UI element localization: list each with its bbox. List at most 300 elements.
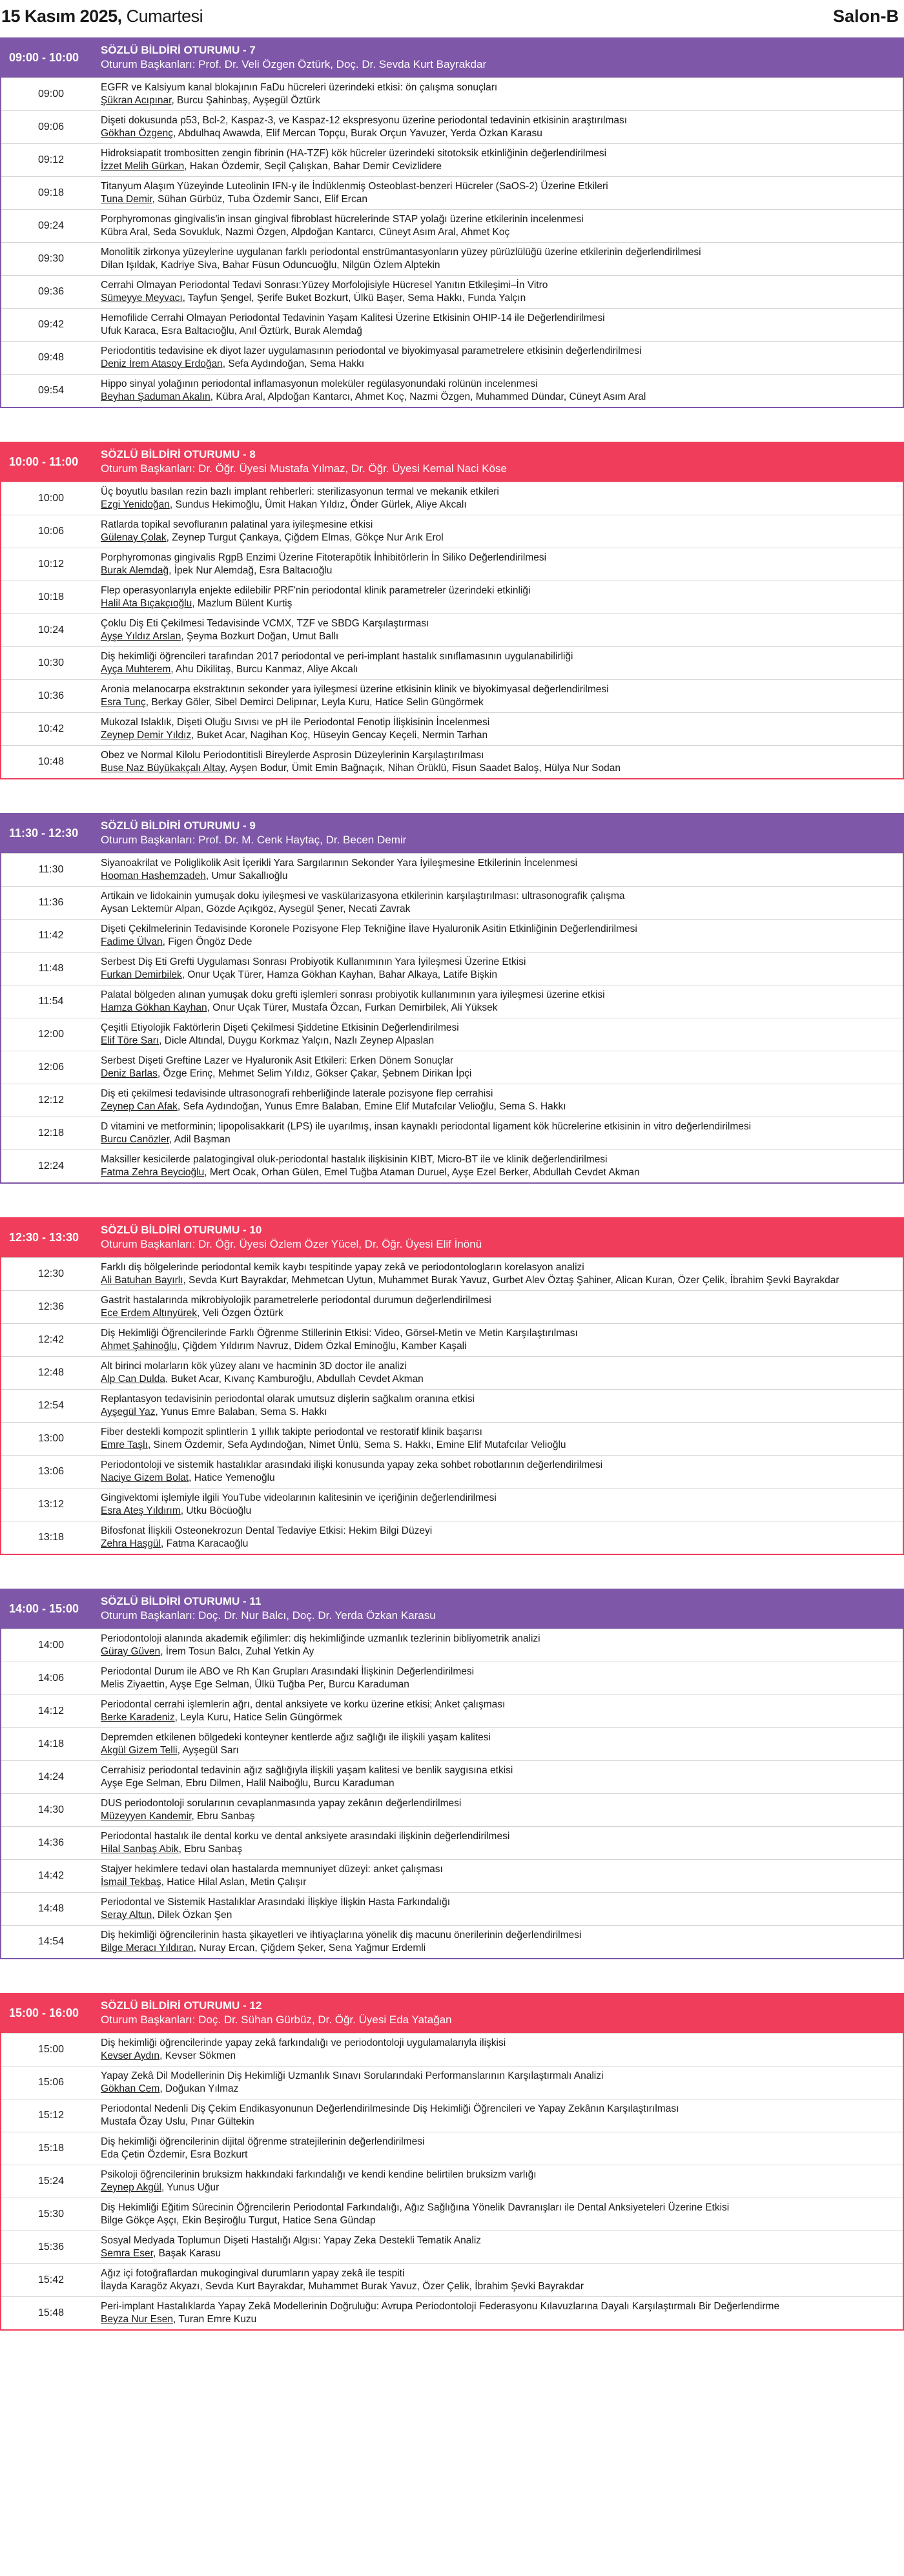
presentation-time: 15:30 [37, 2209, 65, 2220]
presenter-name: Halil Ata Bıçakçıoğlu [101, 598, 192, 609]
presenter-name: Burcu Canözler [101, 1134, 169, 1145]
presentation-row [1, 2198, 903, 2231]
presentation-title: Diş hekimliği öğrencileri tarafından 2017 periodontal ve peri-implant hastalık sınıflamasının uygulanabilirliği [101, 651, 573, 662]
presentation-body [97, 177, 903, 209]
coauthors: , Utku Böcüoğlu [180, 1505, 252, 1516]
session-block [0, 37, 904, 408]
presentation-body [97, 2198, 903, 2231]
presentation-title: Hidroksiapatit trombositten zengin fibrinin (HA-TZF) kök hücreler üzerindeki sitotoksik etkinliğinin değerlendirilmesi [101, 148, 607, 159]
presenter-name: Ahmet Şahinoğlu [101, 1341, 178, 1352]
presentation-body [97, 1629, 903, 1662]
presentation-body [97, 581, 903, 613]
presentation-title: Flep operasyonlarıyla enjekte edilebilir PRF'nin periodontal klinik parametreler üzerindeki etkinliği [101, 585, 531, 596]
presentation-body [97, 276, 903, 308]
coauthors: , Abdulhaq Awawda, Elif Mercan Topçu, Burak Orçun Yavuzer, Yerda Özkan Karasu [173, 128, 542, 139]
presenter-name: Ezgi Yenidoğan [101, 499, 170, 510]
presentation-time: 12:48 [37, 1367, 65, 1378]
presenter-name: Ayşe Yıldız Arslan [101, 631, 181, 642]
presentation-authors [101, 1373, 896, 1386]
date-text: 15 Kasım 2025, [1, 6, 122, 26]
presentation-body [97, 647, 903, 679]
presentation-title: Periodontal cerrahi işlemlerin ağrı, dental anksiyete ve korku üzerine etkisi; Anket çalışması [101, 1699, 506, 1710]
coauthors: , Figen Öngöz Dede [162, 936, 252, 947]
coauthors: , Veli Özgen Öztürk [197, 1308, 283, 1319]
session-chairs: Oturum Başkanları: Dr. Öğr. Üyesi Mustafa Yılmaz, Dr. Öğr. Üyesi Kemal Naci Köse [101, 462, 507, 475]
coauthors: , Burcu Şahinbaş, Ayşegül Öztürk [171, 95, 321, 106]
presentation-body [97, 920, 903, 952]
presenter-name: Zehra Haşgül [101, 1538, 161, 1549]
session-title: SÖZLÜ BİLDİRİ OTURUMU - 12 [101, 1999, 262, 2012]
presentation-row [1, 1149, 903, 1182]
presentation-title: Palatal bölgeden alınan yumuşak doku grefti işlemleri sonrası probiyotik kullanımının yara iyileşmesi üzerine etkisi [101, 989, 605, 1000]
presenter-name: İzzet Melih Gürkan [101, 161, 185, 172]
presenter-name: Zeynep Demir Yıldız [101, 730, 192, 741]
presentation-title: Cerrahi Olmayan Periodontal Tedavi Sonrası:Yüzey Morfolojisiyle Hücresel Yanıtın Etkileşimi–İn Vitro [101, 280, 548, 291]
coauthors: Kübra Aral, Seda Sovukluk, Nazmi Özgen, Alpdoğan Kantarcı, Cüneyt Asım Aral, Ahmet Koç [101, 227, 510, 238]
presentation-body [97, 1827, 903, 1859]
presentation-row [1, 853, 903, 886]
presentation-row [1, 1323, 903, 1356]
presenter-name: Fatma Zehra Beycioğlu [101, 1167, 205, 1178]
coauthors: , Mert Ocak, Orhan Gülen, Emel Tuğba Ataman Duruel, Ayşe Ezel Berker, Abdullah Cevdet Akman [204, 1167, 640, 1178]
presentation-time: 15:42 [37, 2274, 65, 2285]
presentation-authors [101, 1166, 896, 1179]
session-time: 11:30 - 12:30 [9, 826, 79, 840]
presentation-row [1, 275, 903, 308]
coauthors: , Özge Erinç, Mehmet Selim Yıldız, Gökser Çakar, Şebnem Dirikan İpçi [157, 1068, 472, 1079]
session-info [97, 1217, 903, 1257]
presentation-title: Replantasyon tedavisinin periodontal olarak umutsuz dişlerin sağkalım oranına etkisi [101, 1394, 475, 1405]
presentation-title: Cerrahisiz periodontal tedavinin ağız sağlığıyla ilişkili yaşam kalitesi ve benlik saygısına etkisi [101, 1765, 513, 1776]
coauthors: , Buket Acar, Nagihan Koç, Hüseyin Gencay Keçeli, Nermin Tarhan [191, 730, 488, 741]
presentation-row [1, 1084, 903, 1117]
presentation-body [97, 548, 903, 581]
presentation-time: 13:06 [37, 1466, 65, 1477]
presentation-time: 13:18 [37, 1532, 65, 1543]
presentation-title: Hippo sinyal yolağının periodontal inflamasyonun moleküler regülasyonundaki rolünün incelenmesi [101, 378, 538, 389]
presentation-body [97, 210, 903, 242]
presentation-authors [101, 358, 896, 371]
coauthors: , Yunus Emre Balaban, Sema S. Hakkı [155, 1406, 327, 1417]
presentation-title: Porphyromonas gingivalis'in insan gingival fibroblast hücrelerinde STAP yolağı üzerine etkilerinin incelenmesi [101, 214, 584, 225]
presentation-authors [101, 1876, 896, 1889]
presentation-row [1, 2165, 903, 2198]
session-info [97, 1993, 903, 2033]
presentation-authors [101, 1100, 896, 1113]
presentation-row [1, 482, 903, 515]
coauthors: , Sevda Kurt Bayrakdar, Mehmetcan Uytun, Muhammet Burak Yavuz, Gurbet Alev Öztaş Şahiner, Alican Kuran, Özer Çelik, İbrahim Şevki Bayrakdar [183, 1275, 839, 1286]
coauthors: , Başak Karasu [152, 2248, 221, 2259]
presentation-body [97, 1150, 903, 1182]
presentation-body [97, 985, 903, 1018]
coauthors: , Tayfun Şengel, Şerife Buket Bozkurt, Ülkü Başer, Sema Hakkı, Funda Yalçın [182, 293, 526, 304]
presentation-body [97, 1291, 903, 1323]
coauthors: Melis Ziyaettin, Ayşe Ege Selman, Ülkü Tuğba Per, Burcu Karaduman [101, 1679, 409, 1690]
presenter-name: Zeynep Akgül [101, 2182, 161, 2193]
presentation-row [1, 1892, 903, 1925]
coauthors: , Sefa Aydındoğan, Yunus Emre Balaban, Emine Elif Mutafcılar Velioğlu, Sema S. Hakkı [177, 1101, 566, 1112]
coauthors: Eda Çetin Özdemir, Esra Bozkurt [101, 2149, 248, 2160]
presentation-body [97, 482, 903, 515]
presentation-title: Serbest Dişeti Greftine Lazer ve Hyaluronik Asit Etkileri: Erken Dönem Sonuçlar [101, 1055, 454, 1066]
presentation-authors [101, 2313, 896, 2326]
presentation-time: 11:48 [38, 963, 64, 974]
presentation-title: Yapay Zekâ Dil Modellerinin Diş Hekimliği Uzmanlık Sınavı Sorularındaki Performanslarının Karşılaştırmalı Analizi [101, 2070, 604, 2081]
coauthors: Mustafa Özay Uslu, Pınar Gültekin [101, 2116, 254, 2127]
coauthors: , İpek Nur Alemdağ, Esra Baltacıoğlu [169, 565, 333, 576]
presentation-body [97, 1018, 903, 1051]
session-block [0, 1993, 904, 2331]
presentation-row [1, 515, 903, 548]
presenter-name: Gökhan Cem [101, 2083, 160, 2094]
presentation-row [1, 2132, 903, 2165]
presentation-row [1, 77, 903, 110]
presentation-body [97, 746, 903, 778]
presentation-row [1, 646, 903, 679]
presentation-authors [101, 936, 896, 949]
presentation-authors [101, 2280, 896, 2293]
presentation-title: Periodontoloji alanında akademik eğilimler: diş hekimliğinde uzmanlık tezlerinin bibliyometrik analizi [101, 1633, 540, 1644]
coauthors: , Berkay Göler, Sibel Demirci Delipınar, Leyla Kuru, Hatice Selin Güngörmek [145, 697, 484, 708]
presenter-name: Burak Alemdağ [101, 565, 169, 576]
presentation-authors [101, 226, 896, 239]
presentation-body [97, 1390, 903, 1422]
presentation-authors [101, 391, 896, 404]
presentation-title: Fiber destekli kompozit splintlerin 1 yıllık takipte periodontal ve restoratif klinik başarısı [101, 1427, 482, 1437]
presentation-body [97, 1728, 903, 1760]
session-chairs: Oturum Başkanları: Doç. Dr. Nur Balcı, Doç. Dr. Yerda Özkan Karasu [101, 1609, 436, 1622]
presentation-time: 09:06 [37, 121, 65, 132]
presentation-body [97, 1794, 903, 1826]
presentation-row [1, 1521, 903, 1554]
presentation-time: 09:00 [37, 88, 65, 99]
session-info [97, 1589, 903, 1629]
presentation-title: Bifosfonat İlişkili Osteonekrozun Dental Tedaviye Etkisi: Hekim Bilgi Düzeyi [101, 1525, 433, 1536]
presentation-time: 15:12 [37, 2110, 65, 2121]
presenter-name: Hamza Gökhan Kayhan [101, 1002, 207, 1013]
presentation-title: Periodontitis tedavisine ek diyot lazer uygulamasının periodontal ve biyokimyasal parametrelere etkisinin değerlendirilmesi [101, 345, 642, 356]
presentation-row [1, 242, 903, 275]
presentation-body [97, 342, 903, 374]
presentation-body [97, 1258, 903, 1290]
presentation-time: 15:24 [37, 2176, 65, 2187]
presentation-time: 09:30 [37, 253, 65, 264]
coauthors: , Dilek Özkan Şen [152, 1910, 232, 1921]
presentation-row [1, 1662, 903, 1695]
coauthors: Ayşe Ege Selman, Ebru Dilmen, Halil Naiboğlu, Burcu Karaduman [101, 1778, 395, 1789]
presentation-body [97, 2231, 903, 2263]
presentation-body [97, 309, 903, 341]
presenter-name: Deniz Barlas [101, 1068, 158, 1079]
presentation-authors [101, 630, 896, 643]
presentation-authors [101, 663, 896, 676]
weekday-text: Cumartesi [126, 6, 203, 26]
presentation-time: 10:12 [37, 559, 65, 570]
coauthors: , Umur Sakallıoğlu [205, 871, 288, 881]
session-time: 15:00 - 16:00 [9, 2006, 79, 2019]
coauthors: , Dicle Altındal, Duygu Korkmaz Yalçın, Nazlı Zeynep Alpaslan [159, 1035, 435, 1046]
presenter-name: Berke Karadeniz [101, 1712, 175, 1723]
presentation-title: Titanyum Alaşım Yüzeyinde Luteolinin IFN-γ ile İndüklenmiş Osteoblast-benzeri Hücreler (SaOS-2) Üzerine Etkileri [101, 181, 608, 192]
presenter-name: Akgül Gizem Telli [101, 1745, 178, 1756]
session-header [1, 1993, 903, 2033]
coauthors: , Şeyma Bozkurt Doğan, Umut Ballı [181, 631, 339, 642]
presentation-time: 09:18 [37, 187, 65, 198]
session-time: 10:00 - 11:00 [9, 455, 79, 468]
presentation-body [97, 1521, 903, 1554]
presentation-body [97, 1761, 903, 1793]
presentation-authors [101, 2247, 896, 2260]
presenter-name: Kevser Aydın [101, 2050, 160, 2061]
presentation-body [97, 144, 903, 176]
presentation-authors [101, 1538, 896, 1551]
session-title: SÖZLÜ BİLDİRİ OTURUMU - 10 [101, 1224, 262, 1236]
session-block [0, 442, 904, 779]
presentation-title: EGFR ve Kalsiyum kanal blokajının FaDu hücreleri üzerindeki etkisi: ön çalışma sonuçları [101, 82, 498, 93]
presentation-title: Dişeti Çekilmelerinin Tedavisinde Koronele Pozisyone Flep Tekniğine İlave Hyaluronik Asitin Etkinliğinin Değerlendirilmesi [101, 923, 637, 934]
presentation-authors [101, 762, 896, 775]
presentation-body [97, 2297, 903, 2329]
coauthors: , Hakan Özdemir, Seçil Çalışkan, Bahar Demir Cevizlidere [184, 161, 442, 172]
presentation-title: Monolitik zirkonya yüzeylerine uygulanan farklı periodontal enstrümantasyonların yüzey pürüzlülüğü üzerine etkilerinin değerlendirilmesi [101, 247, 701, 258]
presentation-row [1, 374, 903, 407]
presentation-title: Diş Hekimliği Eğitim Sürecinin Öğrencilerin Periodontal Farkındalığı, Ağız Sağlığına Yönelik Davranışları ile Dental Anksiyeteleri Üzerine Etkisi [101, 2202, 730, 2213]
presentation-time: 12:24 [37, 1160, 65, 1171]
presentation-time: 11:36 [38, 897, 64, 908]
session-time: 12:30 - 13:30 [9, 1230, 79, 1244]
presentation-title: Üç boyutlu basılan rezin bazlı implant rehberleri: sterilizasyonun termal ve mekanik etkileri [101, 486, 499, 497]
presentation-authors [101, 870, 896, 883]
presenter-name: Alp Can Dulda [101, 1374, 165, 1385]
presentation-body [97, 2264, 903, 2296]
presentation-body [97, 1324, 903, 1356]
presentation-title: Mukozal Islaklık, Dişeti Oluğu Sıvısı ve pH ile Periodontal Fenotip İlişkisinin İncelenmesi [101, 717, 490, 728]
coauthors: , Kevser Sökmen [159, 2050, 236, 2061]
presentation-time: 14:36 [37, 1837, 65, 1848]
presenter-name: Seray Altun [101, 1910, 152, 1921]
presentation-authors [101, 1505, 896, 1518]
presenter-name: Hilal Sanbaş Abik [101, 1844, 179, 1855]
presentation-time: 14:30 [37, 1804, 65, 1815]
presentation-time: 14:12 [37, 1705, 65, 1716]
presentation-time: 12:18 [37, 1128, 65, 1139]
presentation-authors [101, 160, 896, 173]
coauthors: , Turan Emre Kuzu [173, 2314, 257, 2325]
presentation-body [97, 2099, 903, 2132]
presenter-name: Esra Tunç [101, 697, 146, 708]
presentation-row [1, 1488, 903, 1521]
presentation-authors [101, 1909, 896, 1922]
presenter-name: Tuna Demir [101, 194, 152, 205]
session-header [1, 37, 903, 77]
presenter-name: Buse Naz Büyükakçalı Altay [101, 763, 225, 774]
coauthors: , Ebru Sanbaş [178, 1844, 242, 1855]
presentation-time: 10:00 [37, 493, 65, 504]
presentation-title: Stajyer hekimlere tedavi olan hastalarda memnuniyet düzeyi: anket çalışması [101, 1864, 443, 1875]
coauthors: , Fatma Karacaoğlu [161, 1538, 249, 1549]
presenter-name: Ayşegül Yaz [101, 1406, 156, 1417]
presentation-title: Dişeti dokusunda p53, Bcl-2, Kaspaz-3, ve Kaspaz-12 ekspresyonu üzerine periodontal tedavinin etkisinin araştırılması [101, 115, 628, 126]
presentation-title: Diş Hekimliği Öğrencilerinde Farklı Öğrenme Stillerinin Etkisi: Video, Görsel-Metin ve Metin Karşılaştırılması [101, 1328, 578, 1339]
presentation-title: Peri-implant Hastalıklarda Yapay Zekâ Modellerinin Doğruluğu: Avrupa Periodontoloji Federasyonu Kılavuzlarına Dayalı Karşılaştırmalı Bir Değerlendirme [101, 2301, 780, 2312]
session-block [0, 813, 904, 1184]
presenter-name: Elif Töre Sarı [101, 1035, 159, 1046]
coauthors: , İrem Tosun Balcı, Zuhal Yetkin Ay [160, 1646, 314, 1657]
presenter-name: Deniz İrem Atasoy Erdoğan [101, 358, 223, 369]
presentation-time: 11:54 [38, 996, 64, 1007]
presentation-authors [101, 729, 896, 742]
presenter-name: Sümeyye Meyvacı [101, 293, 183, 304]
presenter-name: Esra Ateş Yıldırım [101, 1505, 181, 1516]
presentation-title: Depremden etkilenen bölgedeki konteyner kentlerde ağız sağlığı ile ilişkili yaşam kalitesi [101, 1732, 491, 1743]
session-block [0, 1589, 904, 1959]
presentation-authors [101, 696, 896, 709]
presentation-row [1, 209, 903, 242]
session-chairs: Oturum Başkanları: Dr. Öğr. Üyesi Özlem Özer Yücel, Dr. Öğr. Üyesi Elif İnönü [101, 1238, 482, 1250]
presentation-body [97, 1893, 903, 1925]
presentation-row [1, 2231, 903, 2263]
presentation-time: 12:36 [37, 1301, 65, 1312]
presentation-row [1, 1356, 903, 1389]
session-time: 14:00 - 15:00 [9, 1602, 79, 1615]
presentation-time: 15:36 [37, 2241, 65, 2252]
presentation-authors [101, 127, 896, 140]
presenter-name: Beyhan Şaduman Akalın [101, 391, 211, 402]
presentation-title: Çoklu Diş Eti Çekilmesi Tedavisinde VCMX, TZF ve SBDG Karşılaştırması [101, 618, 429, 629]
presentation-row [1, 1629, 903, 1662]
coauthors: , Onur Uçak Türer, Hamza Gökhan Kayhan, Bahar Alkaya, Latife Bişkin [181, 969, 497, 980]
coauthors: , Ayşen Bodur, Ümit Emin Bağnaçık, Nihan Örüklü, Fisun Saadet Baloş, Hülya Nur Sodan [224, 763, 621, 774]
presentation-body [97, 1695, 903, 1727]
session-title: SÖZLÜ BİLDİRİ OTURUMU - 7 [101, 44, 256, 56]
presentation-authors [101, 1274, 896, 1287]
presentation-title: Ratlarda topikal sevofluranın palatinal yara iyileşmesine etkisi [101, 519, 373, 530]
coauthors: , Sinem Özdemir, Sefa Aydındoğan, Nimet Ünlü, Sema S. Hakkı, Emine Elif Mutafcılar Velioğlu [147, 1439, 566, 1450]
coauthors: , Kübra Aral, Alpdoğan Kantarcı, Ahmet Koç, Nazmi Özgen, Muhammed Dündar, Cüneyt Asım Aral [210, 391, 646, 402]
presentation-time: 12:06 [37, 1062, 65, 1073]
presentation-row [1, 548, 903, 581]
coauthors: , Doğukan Yılmaz [159, 2083, 239, 2094]
session-header [1, 813, 903, 853]
presentation-time: 14:54 [37, 1936, 65, 1947]
presentation-time: 14:42 [37, 1870, 65, 1881]
presentation-title: Gastrit hastalarında mikrobiyolojik parametrelerle periodontal durumun değerlendirilmesi [101, 1295, 491, 1306]
presenter-name: Şükran Acıpınar [101, 95, 172, 106]
presenter-name: Müzeyyen Kandemir [101, 1811, 192, 1822]
presentation-row [1, 952, 903, 985]
presentation-title: Aronia melanocarpa ekstraktının sekonder yara iyileşmesi üzerine etkisinin klinik ve biyokimyasal değerlendirilmesi [101, 684, 609, 695]
presentation-time: 12:12 [37, 1095, 65, 1106]
presentation-authors [101, 325, 896, 338]
presentation-title: Porphyromonas gingivalis RgpB Enzimi Üzerine Fitoterapötik İnhibitörlerin İn Siliko Değerlendirilmesi [101, 552, 547, 563]
coauthors: , Sefa Aydındoğan, Sema Hakkı [222, 358, 365, 369]
coauthors: , Hatice Hilal Aslan, Metin Çalışır [161, 1877, 307, 1888]
coauthors: , Mazlum Bülent Kurtiş [192, 598, 293, 609]
presentation-time: 10:30 [37, 657, 65, 668]
presentation-body [97, 1084, 903, 1117]
presentation-row [1, 1290, 903, 1323]
presentation-body [97, 1456, 903, 1488]
presentation-row [1, 1793, 903, 1826]
presentation-authors [101, 2116, 896, 2128]
presenter-name: Emre Taşlı [101, 1439, 148, 1450]
presentation-row [1, 2066, 903, 2099]
presentation-body [97, 680, 903, 712]
presenter-name: Gülenay Çolak [101, 532, 167, 543]
coauthors: , Buket Acar, Kıvanç Kamburoğlu, Abdullah Cevdet Akman [165, 1374, 424, 1385]
presentation-body [97, 887, 903, 919]
presentation-title: Diş hekimliği öğrencilerinin dijital öğrenme stratejilerinin değerlendirilmesi [101, 2136, 425, 2147]
presentation-row [1, 1760, 903, 1793]
presentation-row [1, 1051, 903, 1084]
presentation-body [97, 1423, 903, 1455]
presentation-time: 12:42 [37, 1334, 65, 1345]
session-chairs: Oturum Başkanları: Doç. Dr. Sühan Gürbüz, Dr. Öğr. Üyesi Eda Yatağan [101, 2014, 452, 2026]
coauthors: Aysan Lektemür Alpan, Gözde Açıkgöz, Aysegül Şener, Necati Zavrak [101, 903, 411, 914]
presentation-authors [101, 1340, 896, 1353]
presenter-name: Naciye Gizem Bolat [101, 1472, 189, 1483]
presentation-row [1, 2099, 903, 2132]
presentation-body [97, 1662, 903, 1695]
presentation-row [1, 985, 903, 1018]
presentation-authors [101, 2148, 896, 2161]
session-chairs: Oturum Başkanları: Prof. Dr. M. Cenk Haytaç, Dr. Becen Demir [101, 834, 407, 846]
presentation-body [97, 713, 903, 745]
presentation-title: Ağız içi fotoğraflardan mukogingival durumların yapay zekâ ile tespiti [101, 2268, 405, 2279]
presentation-title: Periodontal ve Sistemik Hastalıklar Arasındaki İlişkiye İlişkin Hasta Farkındalığı [101, 1897, 450, 1908]
presentation-authors [101, 1810, 896, 1823]
presentation-title: Diş hekimliği öğrencilerinin hasta şikayetleri ve ihtiyaçlarına yönelik diş macunu önerilerinin değerlendirilmesi [101, 1930, 582, 1941]
presentation-authors [101, 969, 896, 982]
presentation-title: Hemofilide Cerrahi Olmayan Periodontal Tedavinin Yaşam Kalitesi Üzerine Etkisinin OHIP-14 ile Değerlendirilmesi [101, 313, 605, 324]
presentation-authors [101, 564, 896, 577]
presentation-authors [101, 499, 896, 511]
date-title [1, 6, 203, 26]
presentation-time: 12:00 [37, 1029, 65, 1040]
page-header [0, 0, 904, 32]
presentation-authors [101, 292, 896, 305]
coauthors: , Yunus Uğur [161, 2182, 220, 2193]
presentation-body [97, 375, 903, 407]
presentation-title: Psikoloji öğrencilerinin bruksizm hakkındaki farkındalığı ve kendi kendine belirtilen bruksizm varlığı [101, 2169, 537, 2180]
hall-name: Salon-B [832, 6, 899, 26]
presentation-body [97, 1357, 903, 1389]
presentation-time: 14:48 [37, 1903, 65, 1914]
session-info [97, 442, 903, 482]
presentation-row [1, 1422, 903, 1455]
presentation-authors [101, 1678, 896, 1691]
presenter-name: İsmail Tekbaş [101, 1877, 161, 1888]
presentation-time: 10:48 [37, 756, 65, 767]
presentation-body [97, 2132, 903, 2165]
presentation-authors [101, 1406, 896, 1419]
presenter-name: Ali Batuhan Bayırlı [101, 1275, 183, 1286]
presentation-row [1, 110, 903, 143]
session-time: 09:00 - 10:00 [9, 50, 79, 64]
presentation-row [1, 1257, 903, 1290]
session-info [97, 37, 903, 77]
presentation-time: 11:42 [38, 930, 64, 941]
presentation-time: 13:00 [37, 1433, 65, 1444]
presentation-row [1, 1117, 903, 1149]
presentation-title: Obez ve Normal Kilolu Periodontitisli Bireylerde Asprosin Düzeylerinin Karşılaştırılması [101, 750, 484, 761]
presentation-body [97, 854, 903, 886]
coauthors: , Adil Başman [169, 1134, 231, 1145]
presentation-body [97, 953, 903, 985]
presentation-body [97, 1926, 903, 1958]
presentation-row [1, 2033, 903, 2066]
coauthors: Dilan Işıldak, Kadriye Siva, Bahar Füsun Oduncuoğlu, Nilgün Özlem Alptekin [101, 260, 440, 271]
